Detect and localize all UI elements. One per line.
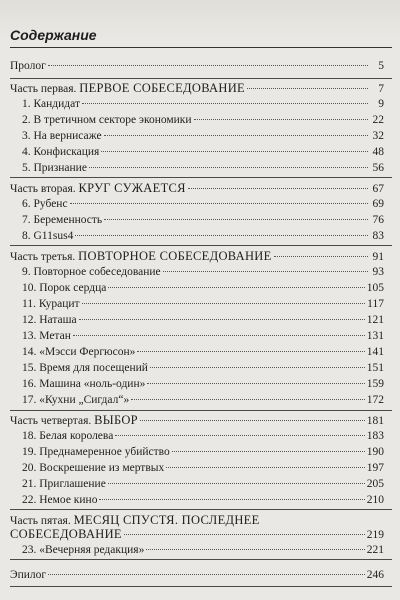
- section-rule: [10, 245, 392, 246]
- entry-label: 5. Признание: [22, 162, 87, 174]
- entry-page-number: 205: [366, 478, 384, 490]
- toc-entry-chapter-8[interactable]: [22, 229, 384, 243]
- part-title-line-1: МЕСЯЦ СПУСТЯ. ПОСЛЕДНЕЕ: [73, 513, 260, 527]
- toc-entry-chapter-10[interactable]: [22, 281, 384, 295]
- leader-dots: [108, 483, 365, 484]
- part-title: КРУГ СУЖАЕТСЯ: [78, 181, 186, 195]
- entry-label: 7. Беременность: [22, 214, 103, 226]
- toc-entry-chapter-18[interactable]: [22, 429, 384, 443]
- leader-dots: [104, 219, 368, 220]
- toc-entry-chapter-11[interactable]: [22, 297, 384, 311]
- leader-dots: [166, 467, 365, 468]
- entry-label: 6. Рубенс: [22, 198, 68, 210]
- part-prefix: Часть четвертая.: [10, 415, 95, 427]
- toc-entry-part-1[interactable]: [10, 81, 384, 95]
- toc-entry-chapter-17[interactable]: [22, 393, 384, 407]
- entry-page-number: 83: [372, 230, 384, 242]
- leader-dots: [82, 103, 368, 104]
- toc-entry-chapter-16[interactable]: [22, 377, 384, 391]
- entry-page-number: 131: [366, 330, 384, 342]
- entry-label: 13. Метан: [22, 330, 71, 342]
- heading-rule: [10, 47, 392, 48]
- entry-label: 17. «Кухни „Сигдал“»: [22, 394, 130, 406]
- leader-dots: [163, 271, 368, 272]
- toc-entry-chapter-4[interactable]: [22, 145, 384, 159]
- section-rule: [10, 410, 392, 411]
- entry-label: 14. «Мэсси Фергюсон»: [22, 346, 136, 358]
- leader-dots: [89, 167, 368, 168]
- leader-dots: [115, 435, 364, 436]
- leader-dots: [172, 451, 365, 452]
- entry-label: 23. «Вечерняя редакция»: [22, 544, 145, 556]
- leader-dots: [140, 420, 365, 421]
- toc-entry-chapter-15[interactable]: [22, 361, 384, 375]
- toc-entry-chapter-23[interactable]: [22, 543, 384, 557]
- entry-page-number: 221: [366, 544, 384, 556]
- leader-dots: [73, 335, 365, 336]
- entry-page-number: 181: [366, 415, 384, 427]
- entry-page-number: 159: [366, 378, 384, 390]
- toc-entry-chapter-7[interactable]: [22, 213, 384, 227]
- entry-page-number: 22: [372, 114, 384, 126]
- entry-label: 2. В третичном секторе экономики: [22, 114, 192, 126]
- leader-dots: [274, 256, 368, 257]
- toc-entry-part-5-line-1[interactable]: [10, 513, 384, 527]
- part-title: ПЕРВОЕ СОБЕСЕДОВАНИЕ: [79, 81, 245, 95]
- part-title: ПОВТОРНОЕ СОБЕСЕДОВАНИЕ: [78, 249, 272, 263]
- entry-page-number: 183: [366, 430, 384, 442]
- toc-entry-chapter-20[interactable]: [22, 461, 384, 475]
- entry-page-number: 151: [366, 362, 384, 374]
- toc-heading: Содержание: [10, 27, 97, 43]
- entry-label: Пролог: [10, 60, 46, 72]
- toc-entry-chapter-2[interactable]: [22, 113, 384, 127]
- section-rule: [10, 509, 392, 510]
- toc-entry-chapter-22[interactable]: [22, 493, 384, 507]
- entry-label: 19. Преднамеренное убийство: [22, 446, 170, 458]
- leader-dots: [82, 303, 366, 304]
- leader-dots: [194, 119, 368, 120]
- section-rule: [10, 559, 392, 560]
- entry-page-number: 69: [372, 198, 384, 210]
- toc-entry-chapter-5[interactable]: [22, 161, 384, 175]
- entry-page-number: 93: [372, 266, 384, 278]
- leader-dots: [150, 367, 365, 368]
- leader-dots: [99, 499, 364, 500]
- part-prefix: Часть пятая.: [10, 515, 74, 527]
- entry-label: 15. Время для посещений: [22, 362, 148, 374]
- entry-page-number: 105: [366, 282, 384, 294]
- leader-dots: [108, 287, 364, 288]
- leader-dots: [70, 203, 368, 204]
- entry-page-number: 197: [366, 462, 384, 474]
- toc-entry-chapter-3[interactable]: [22, 129, 384, 143]
- entry-page-number: 5: [378, 60, 384, 72]
- entry-page-number: 76: [372, 214, 384, 226]
- leader-dots: [188, 188, 368, 189]
- part-title-line-2: СОБЕСЕДОВАНИЕ: [10, 527, 122, 541]
- toc-entry-part-4[interactable]: [10, 413, 384, 427]
- entry-page-number: 56: [372, 162, 384, 174]
- entry-label: 8. G11sus4: [22, 230, 74, 242]
- leader-dots: [146, 549, 364, 550]
- entry-page-number: 117: [367, 298, 384, 310]
- leader-dots: [131, 399, 365, 400]
- entry-page-number: 48: [372, 146, 384, 158]
- entry-label: 3. На вернисаже: [22, 130, 102, 142]
- part-prefix: Часть третья.: [10, 251, 79, 263]
- entry-label: 12. Наташа: [22, 314, 77, 326]
- entry-page-number: 190: [366, 446, 384, 458]
- leader-dots: [101, 151, 368, 152]
- leader-dots: [247, 88, 368, 89]
- entry-label: 18. Белая королева: [22, 430, 114, 442]
- toc-entry-chapter-13[interactable]: [22, 329, 384, 343]
- entry-page-number: 219: [366, 529, 384, 541]
- toc-entry-chapter-19[interactable]: [22, 445, 384, 459]
- entry-page-number: 246: [366, 569, 384, 581]
- toc-entry-chapter-12[interactable]: [22, 313, 384, 327]
- entry-label: Эпилог: [10, 569, 47, 581]
- toc-entry-chapter-14[interactable]: [22, 345, 384, 359]
- toc-entry-part-3[interactable]: [10, 249, 384, 263]
- entry-page-number: 7: [378, 83, 384, 95]
- entry-label: 9. Повторное собеседование: [22, 266, 161, 278]
- entry-page-number: 210: [366, 494, 384, 506]
- toc-entry-chapter-9[interactable]: [22, 265, 384, 279]
- leader-dots: [137, 351, 364, 352]
- toc-entry-chapter-21[interactable]: [22, 477, 384, 491]
- entry-label: 21. Приглашение: [22, 478, 106, 490]
- toc-entry-part-5[interactable]: [10, 527, 384, 541]
- entry-page-number: 121: [366, 314, 384, 326]
- entry-page-number: 32: [372, 130, 384, 142]
- part-title: ВЫБОР: [94, 413, 138, 427]
- entry-label: 4. Конфискация: [22, 146, 100, 158]
- entry-page-number: 172: [366, 394, 384, 406]
- leader-dots: [104, 135, 368, 136]
- entry-page-number: 67: [372, 183, 384, 195]
- part-prefix: Часть вторая.: [10, 183, 79, 195]
- leader-dots: [79, 319, 365, 320]
- entry-label: 22. Немое кино: [22, 494, 98, 506]
- part-prefix: Часть первая.: [10, 83, 80, 95]
- section-rule: [10, 586, 392, 587]
- entry-page-number: 9: [378, 98, 384, 110]
- toc-entry-prologue[interactable]: [10, 59, 384, 73]
- section-rule: [10, 78, 392, 79]
- entry-page-number: 91: [372, 251, 384, 263]
- entry-label: 16. Машина «ноль-один»: [22, 378, 146, 390]
- toc-entry-chapter-6[interactable]: [22, 197, 384, 211]
- leader-dots: [147, 383, 364, 384]
- leader-dots: [124, 534, 365, 535]
- toc-entry-epilogue[interactable]: [10, 568, 384, 582]
- section-rule: [10, 177, 392, 178]
- leader-dots: [48, 574, 365, 575]
- leader-dots: [75, 235, 368, 236]
- entry-label: 1. Кандидат: [22, 98, 80, 110]
- toc-entry-chapter-1[interactable]: [22, 97, 384, 111]
- toc-entry-part-2[interactable]: [10, 181, 384, 195]
- entry-label: 10. Порок сердца: [22, 282, 107, 294]
- entry-page-number: 141: [366, 346, 384, 358]
- entry-label: 20. Воскрешение из мертвых: [22, 462, 165, 474]
- entry-label: 11. Курацит: [22, 298, 80, 310]
- leader-dots: [48, 65, 368, 66]
